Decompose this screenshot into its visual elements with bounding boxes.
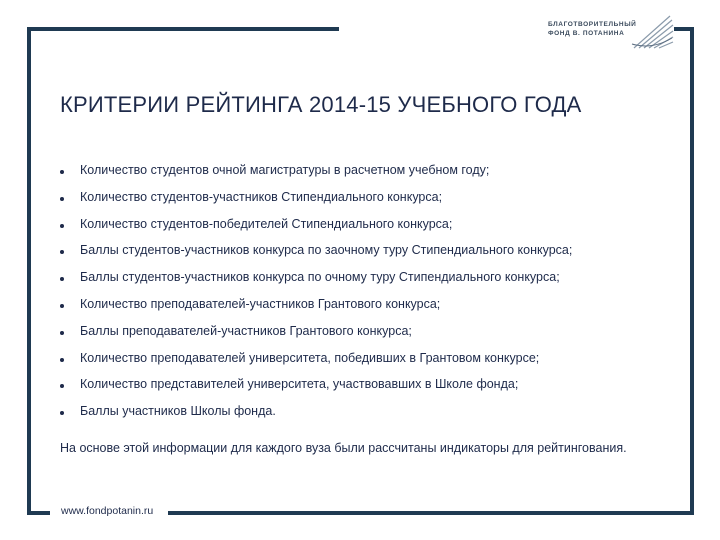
summary-text: На основе этой информации для каждого вуза были рассчитаны индикаторы для рейтингования. [60, 441, 627, 455]
list-item-text: Количество студентов-участников Стипендиального конкурса; [80, 189, 443, 204]
list-item-text: Баллы преподавателей-участников Грантового конкурса; [80, 323, 412, 338]
list-item-text: Количество преподавателей университета, победивших в Грантовом конкурсе; [80, 350, 540, 365]
frame-top-left [27, 27, 339, 31]
list-item [60, 297, 690, 324]
page-title: КРИТЕРИИ РЕЙТИНГА 2014-15 УЧЕБНОГО ГОДА [60, 92, 582, 117]
list-item [60, 190, 690, 217]
list-item [60, 163, 690, 190]
website-link[interactable]: www.fondpotanin.ru [58, 505, 156, 517]
list-item-text: Количество преподавателей-участников Грантового конкурса; [80, 296, 441, 311]
bullet-icon [60, 197, 64, 201]
list-item [60, 243, 690, 270]
list-item [60, 377, 690, 404]
bullet-icon [60, 304, 64, 308]
list-item [60, 351, 690, 378]
logo-line-1: БЛАГОТВОРИТЕЛЬНЫЙ [548, 21, 637, 28]
bullet-icon [60, 358, 64, 362]
frame-bottom-right [168, 511, 694, 515]
list-item [60, 217, 690, 244]
list-item-text: Количество студентов-победителей Стипендиального конкурса; [80, 216, 453, 231]
frame-right [690, 27, 694, 515]
foundation-logo-icon [630, 14, 674, 50]
list-item-text: Количество представителей университета, участвовавших в Школе фонда; [80, 377, 519, 392]
list-item [60, 270, 690, 297]
bullet-icon [60, 277, 64, 281]
bullet-icon [60, 224, 64, 228]
frame-left [27, 27, 31, 515]
bullet-icon [60, 331, 64, 335]
list-item-text: Баллы студентов-участников конкурса по очному туру Стипендиального конкурса; [80, 270, 560, 285]
bullet-icon [60, 250, 64, 254]
list-item-text: Баллы студентов-участников конкурса по заочному туру Стипендиального конкурса; [80, 243, 573, 258]
bullet-icon [60, 384, 64, 388]
logo-text [548, 20, 636, 38]
foundation-logo [548, 14, 673, 52]
list-item-text: Количество студентов очной магистратуры в расчетном учебном году; [80, 163, 490, 177]
frame-bottom-left [27, 511, 50, 515]
bullet-icon [60, 170, 64, 174]
list-item-text: Баллы участников Школы фонда. [80, 404, 276, 419]
bullet-icon [60, 411, 64, 415]
criteria-list [60, 163, 690, 431]
list-item [60, 324, 690, 351]
logo-line-2: ФОНД В. ПОТАНИНА [548, 30, 625, 37]
list-item [60, 404, 690, 431]
